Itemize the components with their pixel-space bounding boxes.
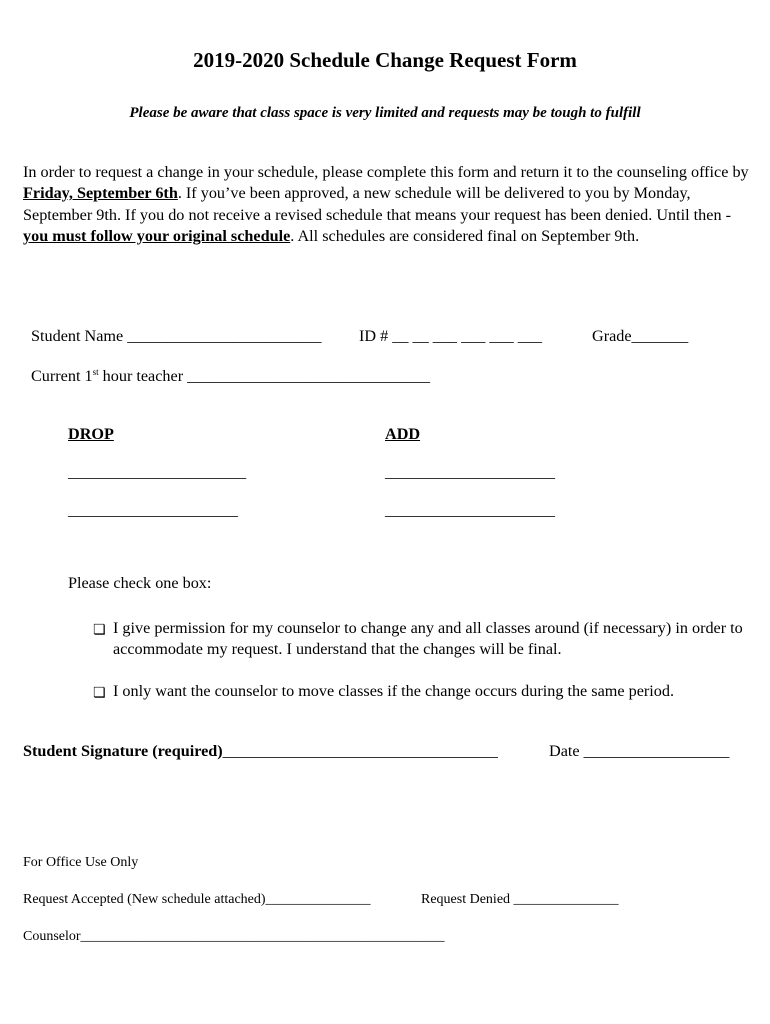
request-accepted-field[interactable]: Request Accepted (New schedule attached)_______________ xyxy=(23,892,371,907)
intro-text-3: . All schedules are considered final on September 9th. xyxy=(290,227,640,246)
option-same-period-label: I only want the counselor to move classes if the change occurs during the same period. xyxy=(113,682,674,700)
option-same-period[interactable] xyxy=(93,681,753,702)
intro-deadline: Friday, September 6th xyxy=(23,184,178,203)
page-subtitle: Please be aware that class space is very limited and requests may be tough to fulfill xyxy=(129,105,641,121)
teacher-field[interactable] xyxy=(31,367,430,386)
add-line-1[interactable]: _____________________ xyxy=(385,463,555,481)
intro-text-1: In order to request a change in your schedule, please complete this form and return it to the counseling office by xyxy=(23,163,749,181)
student-id-field[interactable]: ID # __ __ ___ ___ ___ ___ xyxy=(359,327,543,345)
page-title: 2019-2020 Schedule Change Request Form xyxy=(193,48,577,72)
intro-emphasis: you must follow your original schedule xyxy=(23,227,291,246)
intro-paragraph xyxy=(23,162,751,248)
option-permission-label: I give permission for my counselor to change any and all classes around (if necessary) in order to accommodate my request. I understand that the changes will be final. xyxy=(113,619,743,659)
counselor-field[interactable]: Counselor____________________________________________________ xyxy=(23,929,445,944)
signature-field[interactable] xyxy=(23,742,498,761)
checkbox-icon[interactable]: ❏ xyxy=(93,622,106,638)
drop-header: DROP xyxy=(68,425,114,443)
office-heading: For Office Use Only xyxy=(23,855,139,870)
grade-field[interactable]: Grade_______ xyxy=(592,327,689,345)
option-permission[interactable] xyxy=(93,618,753,661)
date-field[interactable]: Date __________________ xyxy=(549,742,730,760)
request-denied-field[interactable]: Request Denied _______________ xyxy=(421,892,619,907)
drop-line-1[interactable]: ______________________ xyxy=(68,463,247,481)
student-name-field[interactable]: Student Name ________________________ xyxy=(31,327,322,345)
teacher-label-rest: hour teacher ______________________________ xyxy=(98,367,430,385)
checkbox-icon[interactable]: ❏ xyxy=(93,685,106,701)
teacher-sup: st xyxy=(92,367,99,377)
check-prompt: Please check one box: xyxy=(68,574,212,592)
teacher-label: Current 1 xyxy=(31,367,93,385)
add-line-2[interactable]: _____________________ xyxy=(385,501,555,519)
signature-line: __________________________________ xyxy=(222,742,498,760)
drop-line-2[interactable]: _____________________ xyxy=(68,501,238,519)
signature-label: Student Signature (required) xyxy=(23,742,223,760)
intro-text-2: . If you’ve been approved, a new schedule will be delivered to you by Monday, September 9th. If you do not receive a revised schedule that means your request has been denied. Until then - xyxy=(23,184,731,224)
add-header: ADD xyxy=(385,425,421,443)
